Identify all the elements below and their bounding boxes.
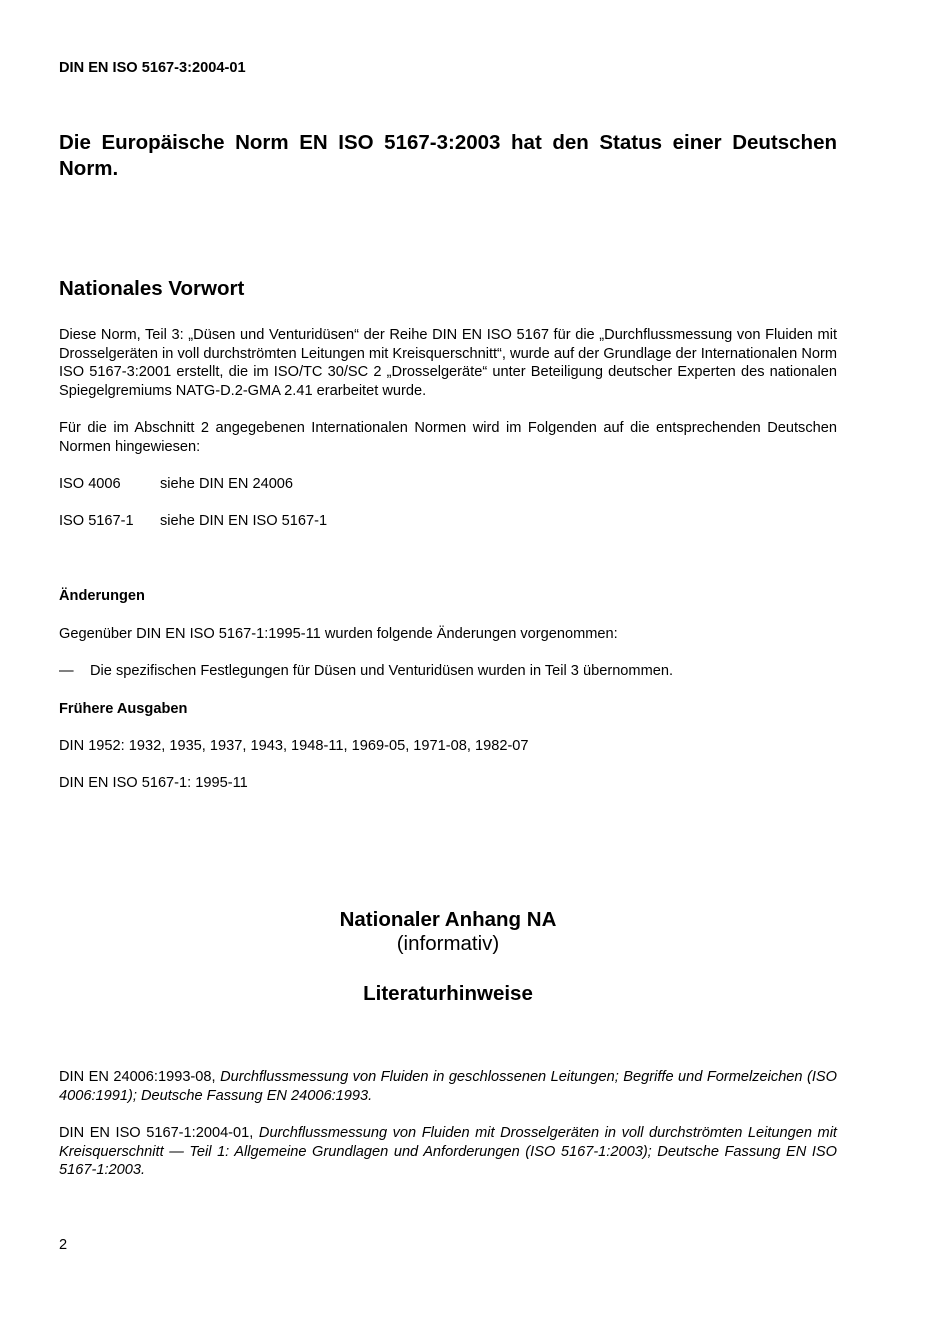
iso-ref: ISO 4006 xyxy=(59,476,121,492)
aenderungen-intro: Gegenüber DIN EN ISO 5167-1:1995-11 wurden folgende Änderungen vorgenommen: xyxy=(59,626,618,642)
norm-reference-row xyxy=(59,512,837,531)
literatur-title: Literaturhinweise xyxy=(363,982,533,1005)
fruehere-line-2: DIN EN ISO 5167-1: 1995-11 xyxy=(59,775,248,791)
din-ref: siehe DIN EN ISO 5167-1 xyxy=(160,513,328,529)
literature-id: DIN EN 24006:1993-08, xyxy=(59,1069,216,1085)
fruehere-title: Frühere Ausgaben xyxy=(59,701,188,717)
aenderungen-item-text: Die spezifischen Festlegungen für Düsen und Venturidüsen wurden in Teil 3 übernommen. xyxy=(90,663,674,679)
status-statement: Die Europäische Norm EN ISO 5167-3:2003 hat den Status einer Deutschen Norm. xyxy=(59,131,837,180)
dash-bullet: — xyxy=(59,663,74,679)
literature-title: Durchflussmessung von Fluiden mit Drosselgeräten in voll durchströmten Leitungen mit Kreisquerschnitt — Teil 1: Allgemeine Grundlagen und Anforderungen (ISO 5167-1:2003); Deutsche Fassung EN ISO 5167-1:2003. xyxy=(59,1125,837,1178)
fruehere-line-1: DIN 1952: 1932, 1935, 1937, 1943, 1948-11, 1969-05, 1971-08, 1982-07 xyxy=(59,738,529,754)
vorwort-paragraph-1: Diese Norm, Teil 3: „Düsen und Venturidüsen“ der Reihe DIN EN ISO 5167 für die „Durchflussmessung von Fluiden mit Drosselgeräten in voll durchströmten Leitungen mit Kreisquerschnitt“, wurde auf der Grundlage der Internationalen Norm ISO 5167-3:2001 erstellt, die im ISO/TC 30/SC 2 „Drosselgeräte“ unter Beteiligung deutscher Experten des nationalen Spiegelgremiums NATG-D.2-GMA 2.41 erarbeitet wurde. xyxy=(59,327,837,399)
anhang-subtitle: (informativ) xyxy=(396,932,500,955)
literature-title: Durchflussmessung von Fluiden in geschlossenen Leitungen; Begriffe und Formelzeichen (ISO 4006:1991); Deutsche Fassung EN 24006:1993. xyxy=(59,1069,838,1104)
page-number: 2 xyxy=(59,1237,68,1253)
aenderungen-title: Änderungen xyxy=(59,588,145,604)
vorwort-title: Nationales Vorwort xyxy=(59,277,245,300)
aenderungen-item xyxy=(59,662,837,681)
literature-id: DIN EN ISO 5167-1:2004-01, xyxy=(59,1125,254,1141)
vorwort-paragraph-2: Für die im Abschnitt 2 angegebenen Internationalen Normen wird im Folgenden auf die entsprechenden Deutschen Normen hingewiesen: xyxy=(59,420,837,455)
norm-reference-row xyxy=(59,475,837,494)
anhang-title: Nationaler Anhang NA xyxy=(339,908,557,931)
literature-entry xyxy=(59,1124,837,1180)
document-header: DIN EN ISO 5167-3:2004-01 xyxy=(59,60,246,76)
iso-ref: ISO 5167-1 xyxy=(59,513,134,529)
din-ref: siehe DIN EN 24006 xyxy=(160,476,294,492)
literature-entry xyxy=(59,1068,837,1105)
